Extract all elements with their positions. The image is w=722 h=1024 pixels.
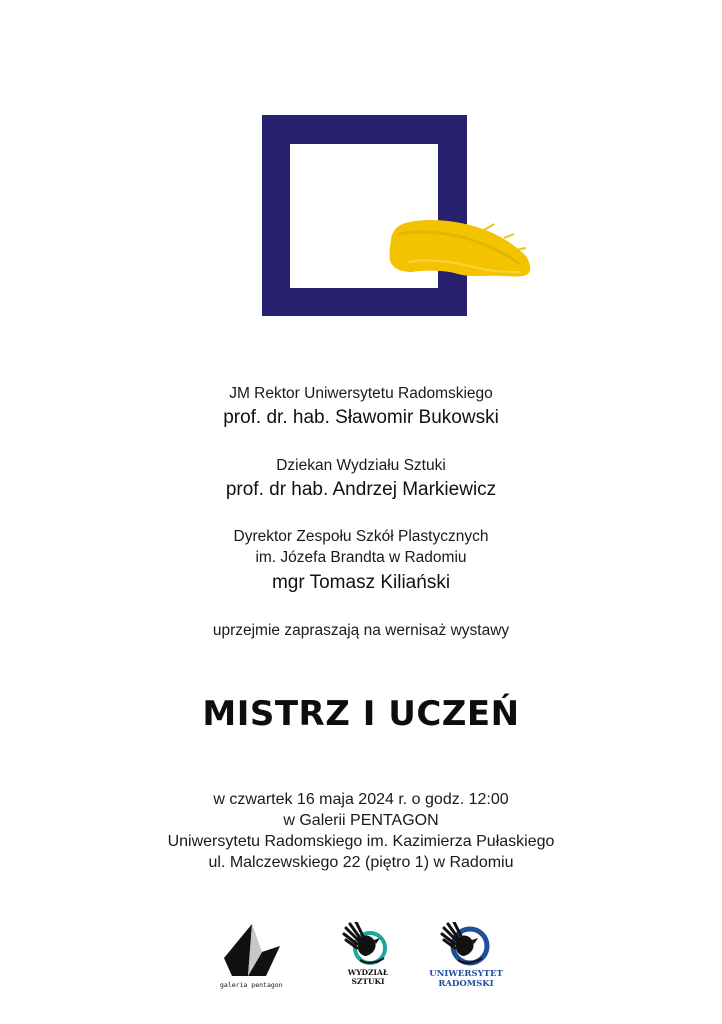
- wydzial-sztuki-logo: [340, 922, 396, 994]
- wydzial-label-line2: SZTUKI: [351, 977, 385, 986]
- uniwersytet-radomski-logo: [426, 922, 506, 994]
- event-venue: w Galerii PENTAGON: [283, 812, 439, 829]
- event-address: ul. Malczewskiego 22 (piętro 1) w Radomiu: [208, 854, 514, 871]
- host-1-name: prof. dr. hab. Sławomir Bukowski: [223, 407, 499, 428]
- host-1-role: JM Rektor Uniwersytetu Radomskiego: [229, 385, 493, 402]
- wydzial-label-line1: WYDZIAŁ: [347, 968, 389, 977]
- galeria-pentagon-label: galeria pentagon: [220, 981, 283, 989]
- uniwersytet-label-line1: UNIWERSYTET: [429, 969, 503, 979]
- host-3-name: mgr Tomasz Kiliański: [271, 572, 451, 593]
- uniwersytet-label-line2: RADOMSKI: [438, 979, 494, 989]
- host-3-role-line2: im. Józefa Brandta w Radomiu: [255, 549, 467, 566]
- event-date: w czwartek 16 maja 2024 r. o godz. 12:00: [213, 791, 509, 808]
- exhibition-title: MISTRZ I UCZEŃ: [202, 694, 520, 734]
- eagle-emblem-icon: [340, 922, 396, 966]
- event-institution: Uniwersytetu Radomskiego im. Kazimierza Pułaskiego: [167, 833, 555, 850]
- host-3-role-line1: Dyrektor Zespołu Szkół Plastycznych: [233, 528, 489, 545]
- pentagon-gallery-logo-icon: [218, 922, 290, 978]
- host-2-role: Dziekan Wydziału Sztuki: [276, 457, 446, 474]
- invitation-text: uprzejmie zapraszają na wernisaż wystawy: [212, 622, 510, 639]
- eagle-emblem-icon: [426, 922, 506, 966]
- galeria-pentagon-logo: [218, 922, 290, 992]
- host-2-name: prof. dr hab. Andrzej Markiewicz: [225, 479, 497, 500]
- square-with-yellow-brushstroke-icon: [258, 112, 538, 322]
